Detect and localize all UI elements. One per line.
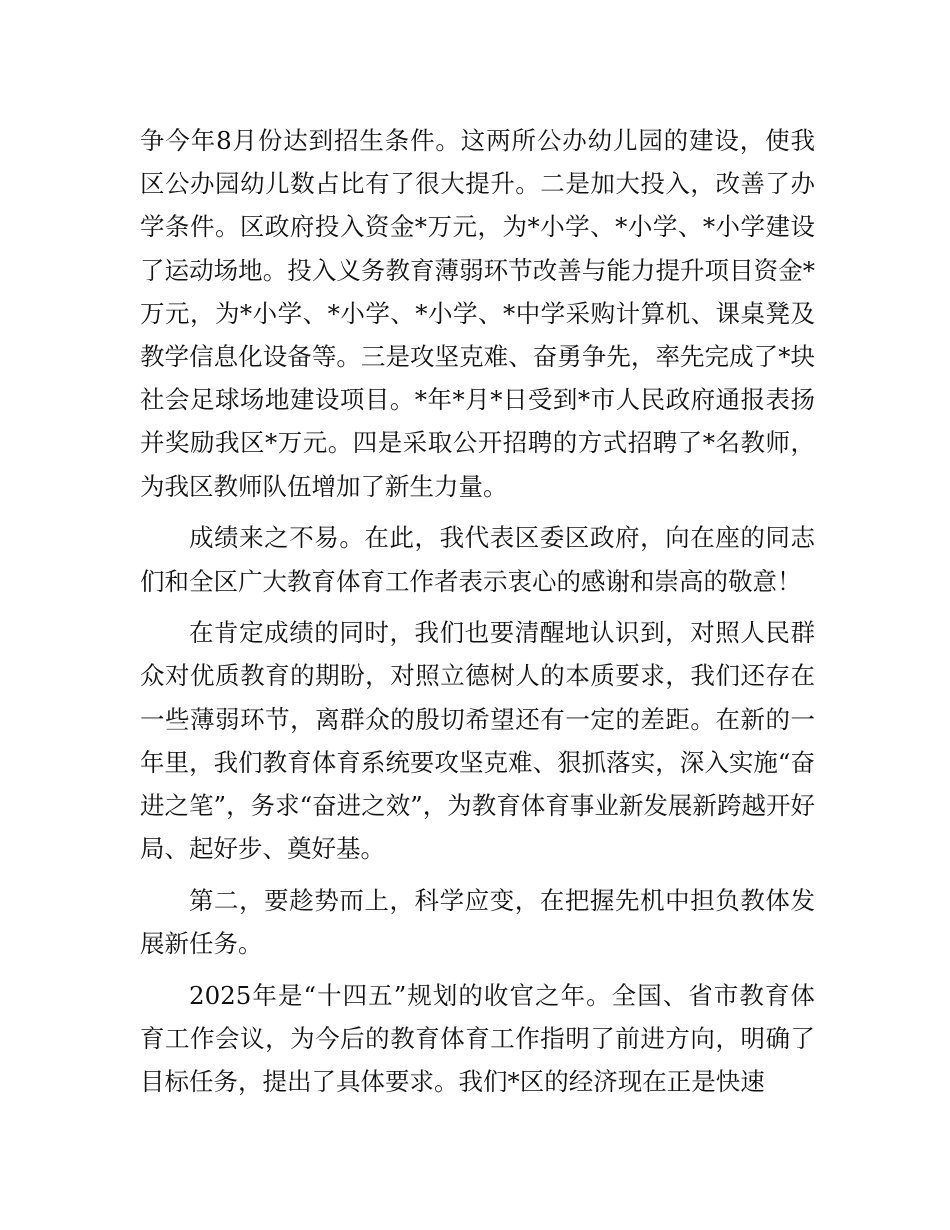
paragraph-continuation: 争今年8月份达到招生条件。这两所公办幼儿园的建设，使我区公办园幼儿数占比有了很大提升。二是加大投入，改善了办学条件。区政府投入资金*万元，为*小学、*小学、*小学建设了运动场地。投入义务教育薄弱环节改善与能力提升项目资金*万元，为*小学、*小学、*小学、*中学采购计算机、课桌凳及教学信息化设备等。三是攻坚克难、奋勇争先，率先完成了*块社会足球场地建设项目。*年*月*日受到*市人民政府通报表扬并奖励我区*万元。四是采取公开招聘的方式招聘了*名教师，为我区教师队伍增加了新生力量。 bbox=[140, 126, 815, 501]
paragraph-shortcomings: 在肯定成绩的同时，我们也要清醒地认识到，对照人民群众对优质教育的期盼，对照立德树人的本质要求，我们还存在一些薄弱环节，离群众的殷切希望还有一定的差距。在新的一年里，我们教育体育系统要攻坚克难、狠抓落实，深入实施“奋进之笔”，务求“奋进之效”，为教育体育事业新发展新跨越开好局、起好步、奠好基。 bbox=[140, 618, 815, 864]
document-body bbox=[140, 119, 815, 1112]
paragraph-gratitude: 成绩来之不易。在此，我代表区委区政府，向在座的同志们和全区广大教育体育工作者表示衷心的感谢和崇高的敬意！ bbox=[140, 523, 815, 596]
paragraph-section-heading: 第二，要趁势而上，科学应变，在把握先机中担负教体发展新任务。 bbox=[140, 885, 815, 959]
paragraph-2025-plan: 2025年是“十四五”规划的收官之年。全国、省市教育体育工作会议，为今后的教育体育工作指明了前进方向，明确了目标任务，提出了具体要求。我们*区的经济现在正是快速 bbox=[140, 980, 815, 1097]
